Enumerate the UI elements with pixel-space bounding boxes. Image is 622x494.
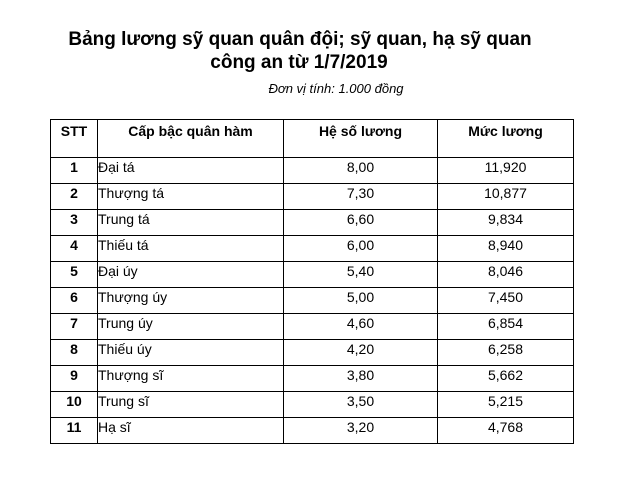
cell-rank: Đại úy <box>98 262 284 288</box>
cell-stt: 1 <box>51 158 98 184</box>
cell-stt: 5 <box>51 262 98 288</box>
table-row <box>51 210 574 236</box>
cell-coefficient: 3,20 <box>284 418 438 444</box>
cell-rank: Thiếu tá <box>98 236 284 262</box>
cell-rank: Thiếu úy <box>98 340 284 366</box>
salary-table <box>50 119 574 444</box>
cell-salary: 4,768 <box>438 418 574 444</box>
cell-salary: 5,215 <box>438 392 574 418</box>
cell-coefficient: 5,00 <box>284 288 438 314</box>
cell-stt: 10 <box>51 392 98 418</box>
page-title-line-2: công an từ 1/7/2019 <box>210 52 388 73</box>
cell-coefficient: 6,00 <box>284 236 438 262</box>
table-row <box>51 184 574 210</box>
cell-rank: Hạ sĩ <box>98 418 284 444</box>
cell-coefficient: 6,60 <box>284 210 438 236</box>
table-row <box>51 314 574 340</box>
header-rank: Cấp bậc quân hàm <box>98 120 284 158</box>
cell-coefficient: 7,30 <box>284 184 438 210</box>
header-salary: Mức lương <box>438 120 574 158</box>
cell-rank: Trung sĩ <box>98 392 284 418</box>
cell-salary: 9,834 <box>438 210 574 236</box>
cell-coefficient: 3,80 <box>284 366 438 392</box>
cell-salary: 5,662 <box>438 366 574 392</box>
unit-note: Đơn vị tính: 1.000 đồng <box>268 81 404 96</box>
cell-coefficient: 8,00 <box>284 158 438 184</box>
table-row <box>51 392 574 418</box>
cell-coefficient: 4,20 <box>284 340 438 366</box>
cell-rank: Thượng úy <box>98 288 284 314</box>
table-row <box>51 236 574 262</box>
page-title-line-1: Bảng lương sỹ quan quân đội; sỹ quan, hạ sỹ quan <box>68 29 532 50</box>
header-stt: STT <box>51 120 98 158</box>
cell-stt: 7 <box>51 314 98 340</box>
cell-rank: Thượng tá <box>98 184 284 210</box>
cell-salary: 8,940 <box>438 236 574 262</box>
cell-coefficient: 3,50 <box>284 392 438 418</box>
table-row <box>51 158 574 184</box>
table-row <box>51 418 574 444</box>
cell-rank: Trung úy <box>98 314 284 340</box>
cell-rank: Trung tá <box>98 210 284 236</box>
cell-salary: 8,046 <box>438 262 574 288</box>
cell-salary: 6,854 <box>438 314 574 340</box>
table-row <box>51 288 574 314</box>
table-row <box>51 262 574 288</box>
cell-salary: 7,450 <box>438 288 574 314</box>
header-coefficient: Hệ số lương <box>284 120 438 158</box>
table-row <box>51 366 574 392</box>
cell-coefficient: 5,40 <box>284 262 438 288</box>
cell-stt: 9 <box>51 366 98 392</box>
cell-stt: 2 <box>51 184 98 210</box>
cell-salary: 10,877 <box>438 184 574 210</box>
cell-coefficient: 4,60 <box>284 314 438 340</box>
cell-stt: 8 <box>51 340 98 366</box>
cell-stt: 3 <box>51 210 98 236</box>
cell-salary: 11,920 <box>438 158 574 184</box>
cell-salary: 6,258 <box>438 340 574 366</box>
cell-stt: 6 <box>51 288 98 314</box>
cell-rank: Đại tá <box>98 158 284 184</box>
table-header-row <box>51 120 574 158</box>
cell-stt: 4 <box>51 236 98 262</box>
table-row <box>51 340 574 366</box>
cell-stt: 11 <box>51 418 98 444</box>
cell-rank: Thượng sĩ <box>98 366 284 392</box>
